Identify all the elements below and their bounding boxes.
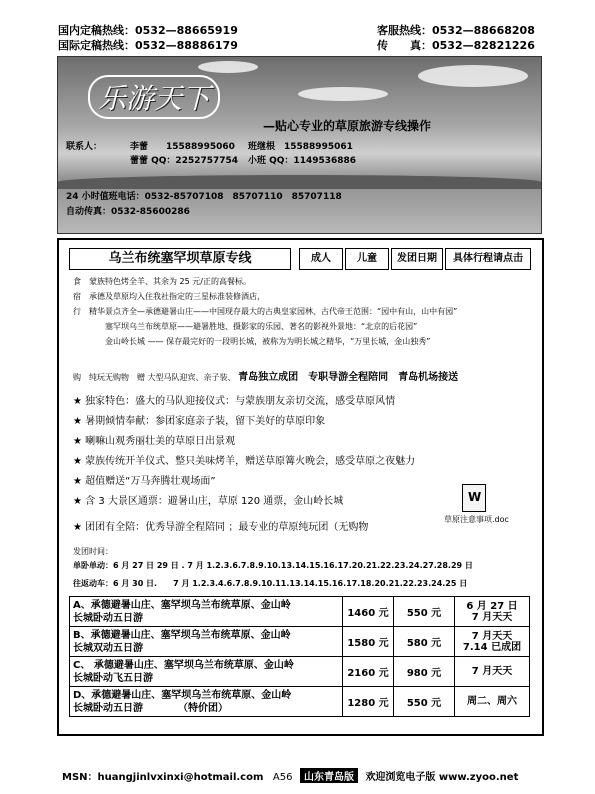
- departure-label: 发团时间：: [73, 547, 113, 556]
- service-hotline: 客服热线：0532—88668208: [377, 24, 535, 37]
- table-row: A、承德避暑山庄、塞罕坝乌兰布统草原、金山岭 长城卧动五日游 1460 元 550 元 6 月 27 日 7 月天天: [70, 597, 530, 627]
- page-number: A56: [272, 772, 293, 783]
- table-row: C、 承德避暑山庄、塞罕坝乌兰布统草原、金山岭 长城卧动飞五日游 2160 元 980 元 7 月天天: [70, 657, 530, 687]
- footer-tail: 欢迎浏览电子版 www.zyoo.net: [365, 772, 519, 783]
- brand-logo: 乐游天下: [88, 75, 220, 119]
- departure-train: 往返动车：6 月 30 日. 7 月 1.2.3.4.6.7.8.9.10.11.13.14.15.16.17.18.20.21.22.23.24.25 日: [73, 579, 468, 588]
- tab-itinerary-link[interactable]: 具体行程请点击: [445, 248, 531, 270]
- feature-1: ★ 独家特色：盛大的马队迎接仪式：与蒙族朋友亲切交流，感受草原风情: [73, 396, 396, 407]
- word-document-icon[interactable]: [462, 484, 486, 512]
- line-lodging: 宿 承德及草原均入住我社指定的三星标准装修酒店，: [73, 292, 265, 301]
- table-row: D、承德避暑山庄、塞罕坝乌兰布统草原、金山岭 长城卧动五日游 （特价团） 1280 元 550 元 周二、周六: [70, 687, 530, 717]
- shopping-highlight: 青岛独立成团 专职导游全程陪同 青岛机场接送: [238, 372, 459, 383]
- line-food: 食 蒙族特色烤全羊、其余为 25 元/正的高餐标。: [73, 277, 251, 286]
- contact-2: 班继根 15588995061: [248, 142, 353, 152]
- line-travel: 行 精华景点齐全—承德避暑山庄——中国现存最大的古典皇家园林、古代帝王范围：“园中有山，山中有园”: [73, 307, 458, 316]
- international-hotline: 国际定稿热线：0532—88886179: [58, 39, 238, 52]
- contact-1: 李蕾 15588995060: [130, 142, 235, 152]
- feature-3: ★ 喇嘛山观秀丽壮美的草原日出景观: [73, 436, 236, 447]
- duty-phone: 24 小时值班电话：0532-85707108 85707110 85707118: [66, 192, 342, 202]
- contact-label: 联系人：: [66, 142, 103, 152]
- msn-contact: MSN：huangjinlvxinxi@hotmail.com: [62, 772, 264, 783]
- line-great-wall: 金山岭长城 —— 保存最完好的一段明长城，被称为为明长城之精华，“万里长城，金山独秀”: [73, 337, 431, 346]
- tab-child: 儿童: [345, 248, 389, 270]
- shopping-line: [73, 372, 458, 384]
- feature-6: ★ 含 3 大景区通票：避暑山庄，草原 120 通票，金山岭长城: [73, 496, 344, 507]
- shopping-text: 购 纯玩无购物 赠 大型马队迎宾、亲子装、: [73, 373, 236, 382]
- table-row: B、承德避暑山庄、塞罕坝乌兰布统草原、金山岭 长城双动五日游 1580 元 580 元 7 月天天 7.14 已成团: [70, 627, 530, 657]
- contact-1-qq: 蕾蕾 QQ：2252757754: [130, 156, 239, 166]
- feature-5: ★ 超值赠送“万马奔腾壮观场面”: [73, 476, 216, 487]
- title-row: [69, 248, 531, 270]
- feature-4: ★ 蒙族传统开羊仪式、整只美味烤羊，赠送草原篝火晚会，感受草原之夜魅力: [73, 456, 416, 467]
- tour-title: 乌兰布统塞罕坝草原专线: [69, 248, 291, 270]
- price-table: [69, 596, 530, 717]
- feature-2: ★ 暑期倾情奉献：参团家庭亲子装，留下美好的草原印象: [73, 416, 326, 427]
- edition-badge: 山东青岛版: [300, 768, 358, 783]
- tab-departure-date: 发团日期: [391, 248, 443, 270]
- slogan: —贴心专业的草原旅游专线操作: [263, 119, 432, 133]
- footer: [62, 768, 518, 783]
- tour-panel: [57, 238, 544, 736]
- line-saihanba: 塞罕坝乌兰布统草原——避暑胜地、摄影家的乐园、著名的影视外景地：“北京的后花园”: [73, 322, 418, 331]
- fax-line: 传 真：0532—82821226: [377, 39, 535, 52]
- tab-adult: 成人: [299, 248, 343, 270]
- feature-7: ★ 团团有全陪：优秀导游全程陪同 ；最专业的草原纯玩团（无购物: [73, 522, 369, 533]
- domestic-hotline: 国内定稿热线：0532—88665919: [58, 24, 238, 37]
- banner: [57, 56, 542, 234]
- departure-sleeper: 单卧单动：6 月 27 日 29 日 . 7 月 1.2.3.6.7.8.9.10.13.14.15.16.17.20.21.22.23.24.27.28.29 日: [73, 561, 473, 570]
- doc-link[interactable]: 草原注意事项.doc: [444, 515, 509, 524]
- contact-2-qq: 小班 QQ：1149536886: [248, 156, 357, 166]
- auto-fax: 自动传真：0532-85600286: [66, 207, 190, 217]
